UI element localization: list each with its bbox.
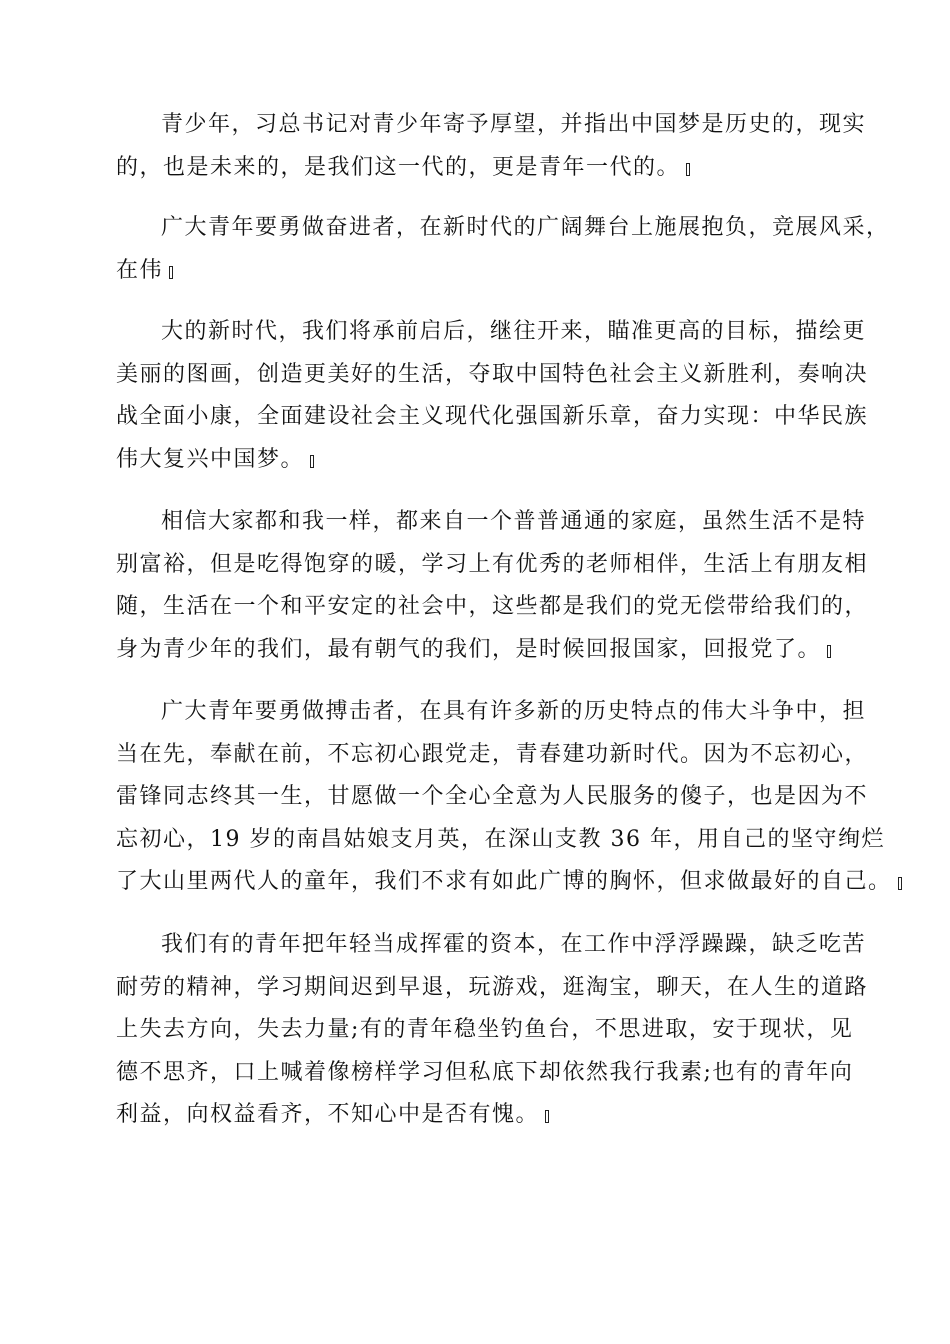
paragraph-line: [116, 861, 902, 904]
paragraph-line: [116, 439, 868, 482]
paragraph-mark-icon: [898, 877, 902, 890]
paragraph-line: 相信大家都和我一样，都来自一个普普通通的家庭，虽然生活不是特: [161, 509, 867, 534]
paragraph-line: 广大青年要勇做搏击者，在具有许多新的历史特点的伟大斗争中，担: [161, 699, 867, 724]
paragraph-line: [116, 1094, 868, 1137]
paragraph-line: [116, 250, 890, 293]
paragraph-5: [116, 691, 902, 904]
paragraph-line: 战全面小康，全面建设社会主义现代化强国新乐章，奋力实现：中华民族: [116, 404, 869, 429]
paragraph-line: 别富裕，但是吃得饱穿的暖，学习上有优秀的老师相伴，生活上有朋友相: [116, 551, 869, 577]
paragraph-line: [116, 147, 866, 190]
paragraph-line: 青少年，习总书记对青少年寄予厚望，并指出中国梦是历史的，现实: [161, 112, 867, 137]
paragraph-line: 雷锋同志终其一生，甘愿做一个全心全意为人民服务的傻子，也是因为不: [116, 784, 869, 809]
paragraph-2: [116, 207, 890, 292]
paragraph-mark-icon: [827, 645, 831, 658]
paragraph-mark-icon: [686, 163, 690, 176]
paragraph-line: 上失去方向，失去力量;有的青年稳坐钓鱼台，不思进取，安于现状，见: [116, 1017, 854, 1042]
paragraph-1: [116, 104, 866, 189]
paragraph-line: 忘初心，19 岁的南昌姑娘支月英，在深山支教 36 年，用自己的坚守绚烂: [116, 826, 885, 852]
paragraph-line: 大的新时代，我们将承前启后，继往开来，瞄准更高的目标，描绘更: [161, 319, 867, 344]
paragraph-line-text: 了大山里两代人的童年，我们不求有如此广博的胸怀，但求做最好的自己。: [116, 869, 892, 894]
paragraph-line: 随，生活在一个和平安定的社会中，这些都是我们的党无偿带给我们的，: [116, 594, 869, 619]
paragraph-mark-icon: [545, 1110, 549, 1123]
paragraph-line: 耐劳的精神，学习期间迟到早退，玩游戏，逛淘宝，聊天，在人生的道路: [116, 974, 869, 1000]
paragraph-line-text: 的，也是未来的，是我们这一代的，更是青年一代的。: [116, 154, 681, 180]
paragraph-3: [116, 311, 868, 481]
paragraph-line-text: 身为青少年的我们，最有朝气的我们，是时候回报国家，回报党了。: [116, 636, 822, 662]
paragraph-line: [116, 629, 868, 672]
paragraph-line: 德不思齐，口上喊着像榜样学习但私底下却依然我行我素;也有的青年向: [116, 1059, 854, 1085]
paragraph-line: 当在先，奉献在前，不忘初心跟党走，青春建功新时代。因为不忘初心，: [116, 741, 869, 767]
paragraph-line-text: 伟大复兴中国梦。: [116, 446, 305, 472]
paragraph-mark-icon: [169, 266, 173, 279]
paragraph-line: 广大青年要勇做奋进者，在新时代的广阔舞台上施展抱负，竞展风采，: [161, 215, 890, 240]
paragraph-4: [116, 501, 868, 671]
paragraph-6: [116, 924, 868, 1137]
paragraph-mark-icon: [310, 455, 314, 468]
paragraph-line-text: 利益，向权益看齐，不知心中是否有愧。: [116, 1102, 540, 1127]
paragraph-line: 美丽的图画，创造更美好的生活，夺取中国特色社会主义新胜利，奏响决: [116, 361, 869, 387]
paragraph-line: 我们有的青年把年轻当成挥霍的资本，在工作中浮浮躁躁，缺乏吃苦: [161, 932, 867, 957]
paragraph-line-text: 在伟: [116, 257, 164, 283]
